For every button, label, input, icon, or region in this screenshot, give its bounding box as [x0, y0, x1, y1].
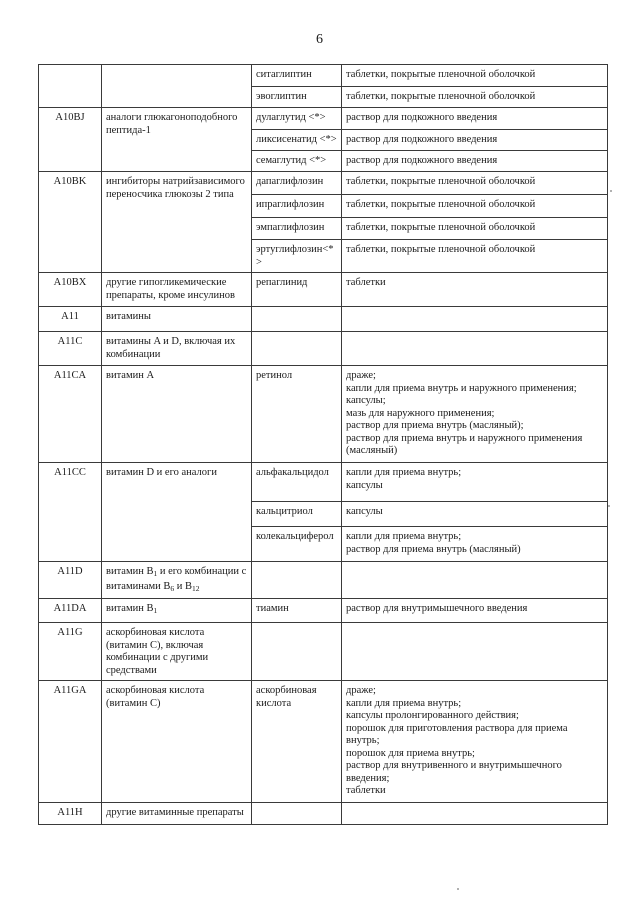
- group-cell: другие гипогликемические препараты, кроме инсулинов: [102, 273, 252, 307]
- atc-code-cell: A11G: [39, 623, 102, 681]
- atc-code-cell: A10BK: [39, 172, 102, 273]
- form-line: раствор для подкожного введения: [346, 155, 498, 166]
- drug-cell: семаглутид <*>: [252, 151, 342, 172]
- form-line: таблетки: [346, 785, 386, 796]
- table-row: [39, 463, 608, 502]
- form-line: капли для приема внутрь и наружного применения;: [346, 382, 577, 394]
- form-line: таблетки, покрытые пленочной оболочкой: [346, 91, 536, 102]
- drug-cell: эртуглифлозин<*>: [252, 240, 342, 273]
- atc-code-cell: A11C: [39, 332, 102, 366]
- form-line: таблетки, покрытые пленочной оболочкой: [346, 244, 536, 255]
- drug-cell: ретинол: [252, 366, 342, 463]
- form-line: раствор для подкожного введения: [346, 112, 498, 123]
- forms-cell: [342, 463, 608, 502]
- form-line: таблетки, покрытые пленочной оболочкой: [346, 176, 536, 187]
- form-line: таблетки, покрытые пленочной оболочкой: [346, 199, 536, 210]
- drug-cell: дулаглутид <*>: [252, 108, 342, 130]
- group-cell: ингибиторы натрийзависимого переносчика глюкозы 2 типа: [102, 172, 252, 273]
- drug-cell: [252, 562, 342, 599]
- scan-speck: [457, 888, 459, 890]
- group-cell: витамин A: [102, 366, 252, 463]
- table-row: [39, 803, 608, 825]
- group-cell: [102, 65, 252, 108]
- atc-code-cell: [39, 65, 102, 108]
- form-line: мазь для наружного применения;: [346, 407, 495, 419]
- drug-cell: [252, 332, 342, 366]
- scan-speck: [608, 505, 610, 507]
- atc-code-cell: A10BJ: [39, 108, 102, 172]
- form-line: капсулы: [346, 506, 383, 517]
- forms-cell: [342, 218, 608, 240]
- group-cell: аскорбиновая кислота (витамин C), включая комбинации с другими средствами: [102, 623, 252, 681]
- drug-cell: ликсисенатид <*>: [252, 130, 342, 151]
- table-row: [39, 273, 608, 307]
- group-cell: витамин D и его аналоги: [102, 463, 252, 562]
- drug-table: [38, 64, 608, 825]
- table-row: [39, 623, 608, 681]
- table-row: [39, 562, 608, 599]
- table-row: [39, 366, 608, 463]
- drug-cell: кальцитриол: [252, 502, 342, 527]
- atc-code-cell: A11GA: [39, 681, 102, 803]
- form-line: капли для приема внутрь;: [346, 531, 462, 542]
- atc-code-cell: A11CC: [39, 463, 102, 562]
- page-number: 6: [316, 32, 323, 47]
- table-row: [39, 172, 608, 195]
- forms-cell: [342, 502, 608, 527]
- drug-cell: [252, 307, 342, 332]
- form-line: капсулы;: [346, 395, 386, 406]
- drug-cell: аскорбиновая кислота: [252, 681, 342, 803]
- form-line: драже;: [346, 370, 376, 381]
- forms-cell: [342, 65, 608, 87]
- atc-code-cell: A11D: [39, 562, 102, 599]
- group-cell: витамины A и D, включая их комбинации: [102, 332, 252, 366]
- form-line: раствор для подкожного введения: [346, 134, 498, 145]
- forms-cell: [342, 332, 608, 366]
- drug-cell: эвоглиптин: [252, 87, 342, 108]
- forms-cell: [342, 195, 608, 218]
- drug-cell: дапаглифлозин: [252, 172, 342, 195]
- scan-speck: [610, 190, 612, 192]
- forms-cell: [342, 172, 608, 195]
- form-line: раствор для приема внутрь (масляный);: [346, 420, 524, 431]
- form-line: порошок для приготовления раствора для приема внутрь;: [346, 722, 568, 746]
- forms-cell: [342, 623, 608, 681]
- form-line: таблетки, покрытые пленочной оболочкой: [346, 222, 536, 233]
- forms-cell: [342, 87, 608, 108]
- group-cell: аналоги глюкагоноподобного пептида-1: [102, 108, 252, 172]
- forms-cell: [342, 562, 608, 599]
- drug-cell: [252, 623, 342, 681]
- form-line: раствор для приема внутрь (масляный): [346, 543, 521, 555]
- forms-cell: [342, 366, 608, 463]
- atc-code-cell: A11H: [39, 803, 102, 825]
- drug-cell: репаглинид: [252, 273, 342, 307]
- forms-cell: [342, 681, 608, 803]
- form-line: капсулы: [346, 479, 383, 491]
- form-line: капли для приема внутрь;: [346, 697, 462, 709]
- forms-cell: [342, 527, 608, 562]
- group-cell: витамины: [102, 307, 252, 332]
- drug-cell: ипраглифлозин: [252, 195, 342, 218]
- group-cell: аскорбиновая кислота (витамин C): [102, 681, 252, 803]
- form-line: порошок для приема внутрь;: [346, 747, 475, 759]
- drug-cell: эмпаглифлозин: [252, 218, 342, 240]
- forms-cell: [342, 240, 608, 273]
- form-line: таблетки, покрытые пленочной оболочкой: [346, 69, 536, 80]
- atc-code-cell: A11DA: [39, 599, 102, 623]
- forms-cell: [342, 803, 608, 825]
- form-line: капсулы пролонгированного действия;: [346, 710, 519, 721]
- atc-code-cell: A11CA: [39, 366, 102, 463]
- group-cell: витамин $B_1$ и его комбинации с витаминами $B_6$ и $B_{12}$: [102, 562, 252, 599]
- form-line: капли для приема внутрь;: [346, 467, 462, 478]
- form-line: раствор для внутривенного и внутримышечного введения;: [346, 760, 562, 784]
- forms-cell: [342, 599, 608, 623]
- forms-cell: [342, 130, 608, 151]
- table-row: [39, 65, 608, 87]
- forms-cell: [342, 151, 608, 172]
- table-row: [39, 307, 608, 332]
- forms-cell: [342, 307, 608, 332]
- atc-code-cell: A11: [39, 307, 102, 332]
- table-row: [39, 108, 608, 130]
- table-row: [39, 681, 608, 803]
- form-line: раствор для внутримышечного введения: [346, 603, 528, 614]
- drug-cell: тиамин: [252, 599, 342, 623]
- table-row: [39, 599, 608, 623]
- form-line: драже;: [346, 685, 376, 696]
- forms-cell: [342, 108, 608, 130]
- form-line: таблетки: [346, 277, 386, 288]
- group-cell: витамин $B_1$: [102, 599, 252, 623]
- form-line: раствор для приема внутрь и наружного применения (масляный): [346, 432, 583, 456]
- table-row: [39, 332, 608, 366]
- group-cell: другие витаминные препараты: [102, 803, 252, 825]
- drug-cell: [252, 803, 342, 825]
- forms-cell: [342, 273, 608, 307]
- drug-cell: колекальциферол: [252, 527, 342, 562]
- atc-code-cell: A10BX: [39, 273, 102, 307]
- drug-cell: ситаглиптин: [252, 65, 342, 87]
- drug-cell: альфакальцидол: [252, 463, 342, 502]
